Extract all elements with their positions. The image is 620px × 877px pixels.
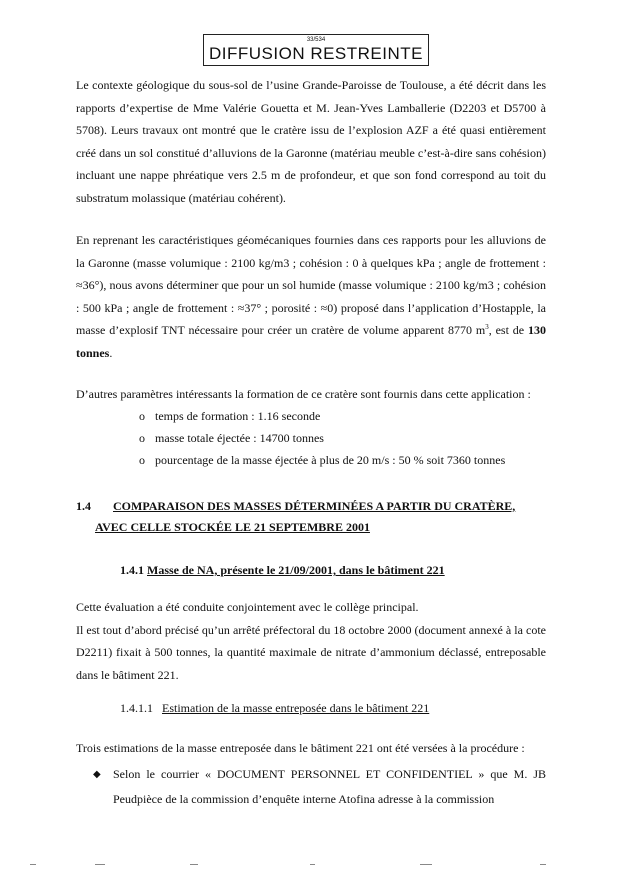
paragraph-evaluation bbox=[76, 596, 546, 686]
list-item: o pourcentage de la masse éjectée à plus de 20 m/s : 50 % soit 7360 tonnes bbox=[139, 449, 505, 471]
section-title-line2: AVEC CELLE STOCKÉE LE 21 SEPTEMBRE 2001 bbox=[95, 520, 370, 534]
paragraph-parameters: D’autres paramètres intéressants la formation de ce cratère sont fournis dans cette application : bbox=[76, 387, 531, 401]
tnt-superscript: 3 bbox=[485, 323, 489, 332]
subsection-title: Masse de NA, présente le 21/09/2001, dans le bâtiment 221 bbox=[147, 563, 445, 577]
section-title-line1: COMPARAISON DES MASSES DÉTERMINÉES A PARTIR DU CRATÈRE, bbox=[113, 499, 516, 513]
paragraph-estimations: Trois estimations de la masse entreposée dans le bâtiment 221 ont été versées à la procédure : bbox=[76, 741, 525, 755]
estimation-item bbox=[93, 762, 546, 812]
tnt-text-mid: , est de bbox=[488, 323, 528, 338]
subsubsection-number: 1.4.1.1 bbox=[120, 701, 153, 715]
tnt-text-end: . bbox=[109, 345, 113, 360]
subsubsection-title: Estimation de la masse entreposée dans le bâtiment 221 bbox=[162, 701, 430, 715]
subsection-number-text: 1.4.1 bbox=[120, 563, 144, 577]
diamond-bullet-icon: ◆ bbox=[93, 769, 101, 780]
paragraph-geology: Le contexte géologique du sous-sol de l’usine Grande-Paroisse de Toulouse, a été décrit dans les rapports d’expertise de Mme Valérie Gouetta et M. Jean-Yves Lamballerie (D2203 et D5700 à 5708). Leurs travaux ont montré que le cratère issu de l’explosion AZF a été quasi entièrement créé dans un sol constitué d’alluvions de la Garonne (matériau meuble c’est-à-dire sans cohésion) incluant une nappe phréatique vers 2.5 m de profondeur, et que son fond correspond au toit du substratum molassique (matériau cohérent). bbox=[76, 78, 546, 205]
list-item: o temps de formation : 1.16 seconde bbox=[139, 405, 505, 427]
parameter-list bbox=[139, 405, 505, 471]
section-number: 1.4 bbox=[76, 499, 91, 513]
evaluation-line1: Cette évaluation a été conduite conjointement avec le collège principal. bbox=[76, 600, 419, 614]
estimation-item-text: Selon le courrier « DOCUMENT PERSONNEL ET CONFIDENTIEL » que M. JB Peudpièce de la commission d’enquête interne Atofina adresse à la commission bbox=[113, 767, 546, 806]
paragraph-tnt-mass bbox=[76, 229, 546, 365]
tnt-text-start: En reprenant les caractéristiques géomécaniques fournies dans ces rapports pour les alluvions de la Garonne (masse volumique : 2100 kg/m3 ; cohésion : 0 à quelques kPa ; angle de frottement : ≈36°), nous avons déterminer que pour un sol humide (masse volumique : 2100 kg/m3 ; cohésion : 500 kPa ; angle de frottement : ≈37° ; porosité : ≈0) proposé dans l’application d’Hostapple, la masse d’explosif TNT nécessaire pour créer un cratère de volume apparent 8770 m bbox=[76, 233, 546, 338]
page-number: 33/534 bbox=[306, 37, 326, 43]
list-item: o masse totale éjectée : 14700 tonnes bbox=[139, 427, 505, 449]
classification-stamp bbox=[203, 34, 429, 66]
classification-label: DIFFUSION RESTREINTE bbox=[208, 44, 423, 63]
evaluation-line2: Il est tout d’abord précisé qu’un arrêté préfectoral du 18 octobre 2000 (document annexé à la cote D2211) fixait à 500 tonnes, la quantité maximale de nitrate d’ammonium déclassé, entreposable dans le bâtiment 221. bbox=[76, 622, 546, 682]
tnt-mass-value: 130 tonnes bbox=[76, 323, 546, 360]
subsubsection-heading bbox=[120, 697, 429, 719]
subsection-number bbox=[120, 559, 445, 581]
scan-artifacts bbox=[20, 864, 600, 870]
